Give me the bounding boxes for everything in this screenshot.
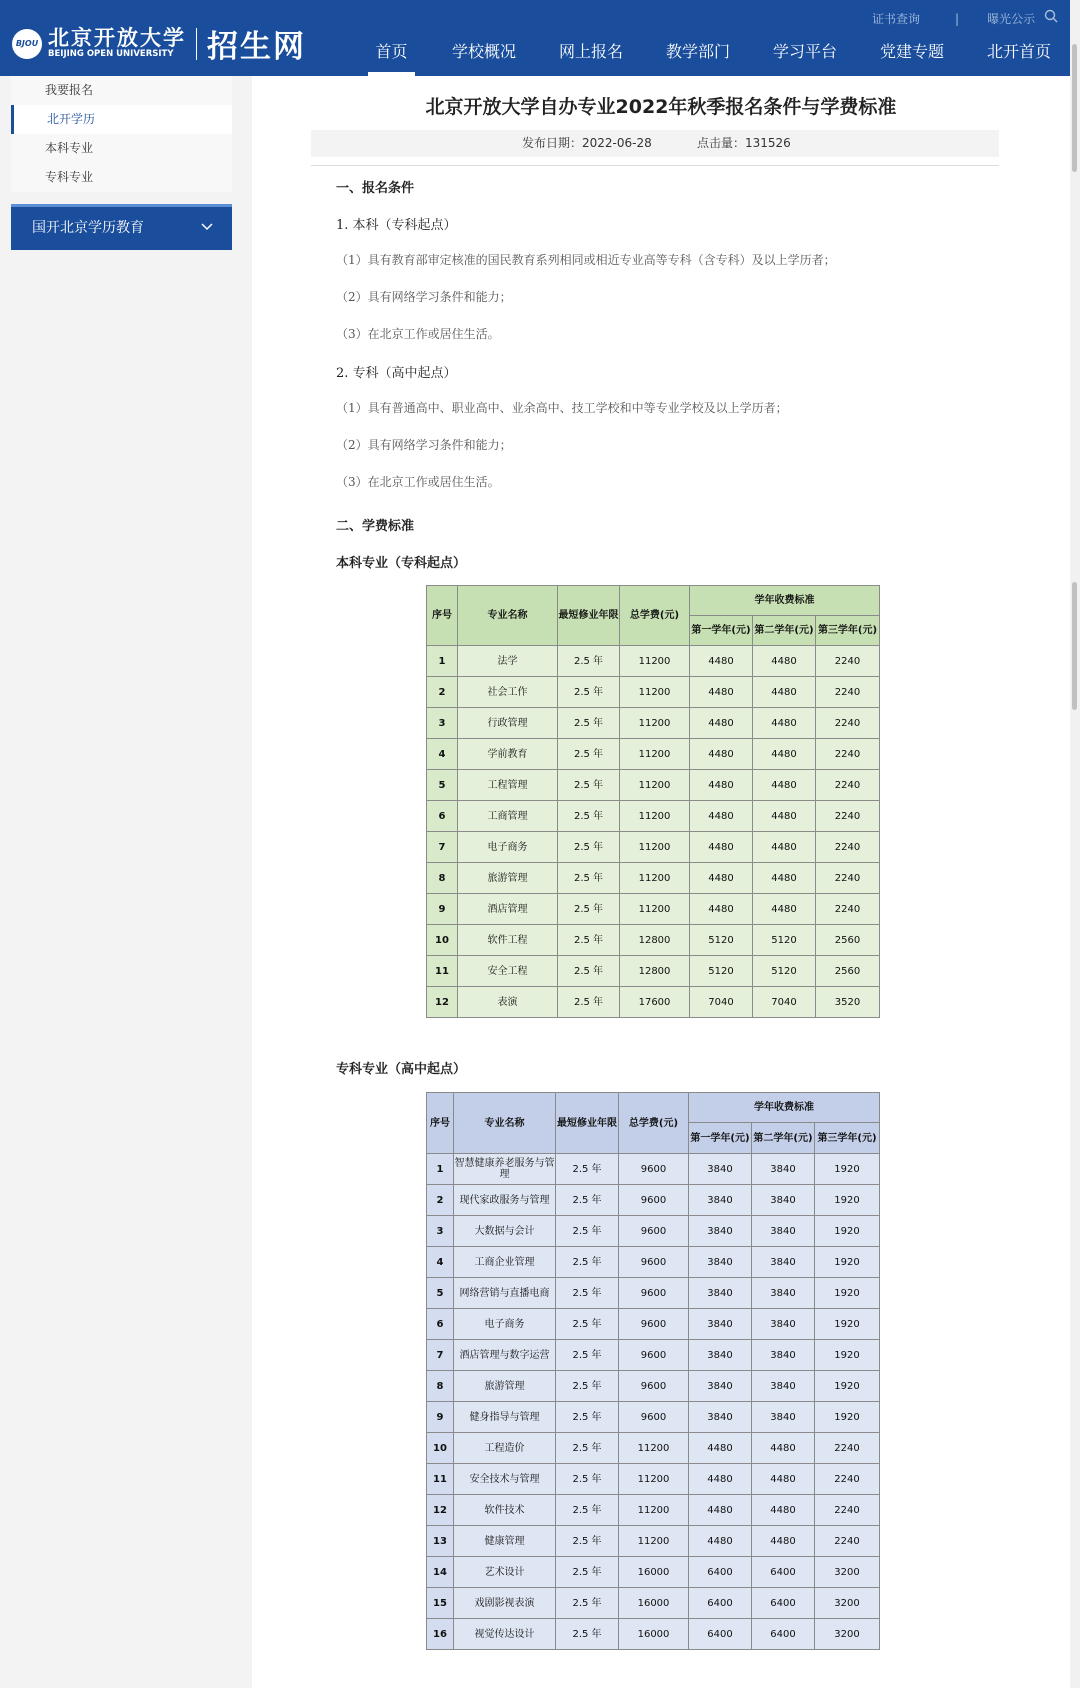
table-row [427,832,880,863]
seq-cell: 3 [427,1216,454,1247]
header-year2: 第二学年(元) [753,616,816,646]
year1-fee-cell: 3840 [689,1402,752,1433]
year3-fee-cell: 2560 [816,925,880,956]
year1-fee-cell: 4480 [690,739,753,770]
header-seq: 序号 [427,1093,454,1154]
year3-fee-cell: 2240 [816,832,880,863]
min-years-cell: 2.5 年 [558,894,620,925]
seq-cell: 4 [427,739,458,770]
min-years-cell: 2.5 年 [556,1557,619,1588]
header-min-years: 最短修业年限 [556,1093,619,1154]
sidebar-category-label: 国开北京学历教育 [32,220,144,236]
total-fee-cell: 11200 [619,1495,689,1526]
year3-fee-cell: 1920 [815,1185,880,1216]
table-title-associate: 专科专业（高中起点） [336,1062,467,1077]
seq-cell: 14 [427,1557,454,1588]
logo-cn: 北京开放大学 [48,25,186,50]
section-heading-conditions: 一、报名条件 [336,181,415,196]
major-name-cell: 社会工作 [458,677,558,708]
year1-fee-cell: 6400 [689,1557,752,1588]
logo-subtitle: 招生网 [207,29,306,65]
major-name-cell: 健康管理 [454,1526,556,1557]
major-name-cell: 旅游管理 [458,863,558,894]
min-years-cell: 2.5 年 [556,1619,619,1650]
year3-fee-cell: 2240 [815,1464,880,1495]
header-year1: 第一学年(元) [690,616,753,646]
year3-fee-cell: 1920 [815,1402,880,1433]
major-name-cell: 艺术设计 [454,1557,556,1588]
major-name-cell: 安全工程 [458,956,558,987]
table-row [427,925,880,956]
year2-fee-cell: 5120 [753,925,816,956]
total-fee-cell: 9600 [619,1216,689,1247]
year3-fee-cell: 3200 [815,1557,880,1588]
year2-fee-cell: 4480 [752,1495,815,1526]
table-row [427,1588,880,1619]
major-name-cell: 软件技术 [454,1495,556,1526]
year3-fee-cell: 2240 [815,1433,880,1464]
year1-fee-cell: 7040 [690,987,753,1018]
year3-fee-cell: 1920 [815,1216,880,1247]
major-name-cell: 工商企业管理 [454,1247,556,1278]
year2-fee-cell: 4480 [753,770,816,801]
year1-fee-cell: 3840 [689,1309,752,1340]
total-fee-cell: 11200 [620,708,690,739]
total-fee-cell: 11200 [620,770,690,801]
year2-fee-cell: 6400 [752,1557,815,1588]
total-fee-cell: 9600 [619,1340,689,1371]
header-annual: 学年收费标准 [689,1093,880,1123]
year3-fee-cell: 2240 [816,801,880,832]
min-years-cell: 2.5 年 [558,832,620,863]
seq-cell: 9 [427,1402,454,1433]
year1-fee-cell: 4480 [690,708,753,739]
seq-cell: 7 [427,832,458,863]
nav-bjou-home[interactable]: 北开首页 [987,42,1052,61]
min-years-cell: 2.5 年 [558,646,620,677]
year2-fee-cell: 6400 [752,1588,815,1619]
seq-cell: 9 [427,894,458,925]
condition-text: （3）在北京工作或居住生活。 [336,327,500,341]
table-row [427,1278,880,1309]
year3-fee-cell: 2240 [816,863,880,894]
year2-fee-cell: 4480 [753,739,816,770]
year3-fee-cell: 2240 [816,646,880,677]
subheading-bachelor: 1. 本科（专科起点） [336,218,457,233]
table-row [427,1402,880,1433]
year3-fee-cell: 2240 [815,1495,880,1526]
utility-links [872,10,1035,27]
year1-fee-cell: 3840 [689,1247,752,1278]
year3-fee-cell: 3200 [815,1588,880,1619]
logo-divider [196,28,197,60]
header-total: 总学费(元) [619,1093,689,1154]
year1-fee-cell: 3840 [689,1154,752,1185]
year1-fee-cell: 5120 [690,956,753,987]
table-row [427,956,880,987]
table-row [427,1371,880,1402]
major-name-cell: 酒店管理 [458,894,558,925]
header-total: 总学费(元) [620,586,690,646]
year1-fee-cell: 4480 [690,801,753,832]
total-fee-cell: 11200 [620,894,690,925]
major-name-cell: 工程造价 [454,1433,556,1464]
total-fee-cell: 16000 [619,1557,689,1588]
year2-fee-cell: 3840 [752,1371,815,1402]
table-row [427,987,880,1018]
min-years-cell: 2.5 年 [556,1154,619,1185]
year3-fee-cell: 1920 [815,1154,880,1185]
year2-fee-cell: 7040 [753,987,816,1018]
major-name-cell: 法学 [458,646,558,677]
total-fee-cell: 11200 [620,677,690,708]
major-name-cell: 表演 [458,987,558,1018]
year2-fee-cell: 5120 [753,956,816,987]
major-name-cell: 戏剧影视表演 [454,1588,556,1619]
page-title: 北京开放大学自办专业2022年秋季报名条件与学费标准 [425,96,897,118]
year3-fee-cell: 2240 [815,1526,880,1557]
chevron-down-icon [200,220,214,234]
sidebar-item-bachelor[interactable]: 本科专业 [45,141,94,155]
year1-fee-cell: 3840 [689,1216,752,1247]
condition-text: （3）在北京工作或居住生活。 [336,475,500,489]
year3-fee-cell: 1920 [815,1371,880,1402]
table-row [427,1433,880,1464]
year2-fee-cell: 4480 [752,1464,815,1495]
total-fee-cell: 11200 [620,801,690,832]
min-years-cell: 2.5 年 [556,1340,619,1371]
seq-cell: 11 [427,956,458,987]
year2-fee-cell: 4480 [753,894,816,925]
seq-cell: 15 [427,1588,454,1619]
logo-text [48,27,186,60]
sidebar-item-bjou-degree[interactable]: 北开学历 [11,105,232,134]
article-panel [252,76,1070,1688]
sidebar-item-apply[interactable]: 我要报名 [45,83,94,97]
total-fee-cell: 9600 [619,1185,689,1216]
table-row [427,677,880,708]
major-name-cell: 工商管理 [458,801,558,832]
search-icon[interactable] [1044,9,1058,23]
major-name-cell: 现代家政服务与管理 [454,1185,556,1216]
seq-cell: 6 [427,801,458,832]
major-name-cell: 网络营销与直播电商 [454,1278,556,1309]
year1-fee-cell: 4480 [690,863,753,894]
header-year3: 第三学年(元) [815,1123,880,1154]
major-name-cell: 健身指导与管理 [454,1402,556,1433]
table-row [427,770,880,801]
bachelor-fee-table [426,585,880,1018]
year2-fee-cell: 3840 [752,1340,815,1371]
year2-fee-cell: 4480 [753,677,816,708]
total-fee-cell: 17600 [620,987,690,1018]
min-years-cell: 2.5 年 [558,708,620,739]
seq-cell: 1 [427,1154,454,1185]
year2-fee-cell: 4480 [753,708,816,739]
seq-cell: 16 [427,1619,454,1650]
total-fee-cell: 11200 [620,832,690,863]
year3-fee-cell: 3520 [816,987,880,1018]
major-name-cell: 行政管理 [458,708,558,739]
utility-separator: | [955,11,960,26]
table-row [427,801,880,832]
header-seq: 序号 [427,586,458,646]
nav-home[interactable]: 首页 [368,36,415,76]
divider [311,165,999,166]
min-years-cell: 2.5 年 [558,739,620,770]
year2-fee-cell: 4480 [753,863,816,894]
total-fee-cell: 9600 [619,1247,689,1278]
total-fee-cell: 11200 [620,739,690,770]
year3-fee-cell: 1920 [815,1247,880,1278]
total-fee-cell: 9600 [619,1278,689,1309]
year1-fee-cell: 4480 [690,894,753,925]
year3-fee-cell: 3200 [815,1619,880,1650]
total-fee-cell: 11200 [620,646,690,677]
year3-fee-cell: 2240 [816,739,880,770]
header-year2: 第二学年(元) [752,1123,815,1154]
year1-fee-cell: 4480 [690,832,753,863]
sidebar-item-associate[interactable]: 专科专业 [45,170,94,184]
min-years-cell: 2.5 年 [558,863,620,894]
nav-online-apply[interactable]: 网上报名 [559,42,624,61]
condition-text: （2）具有网络学习条件和能力； [336,438,512,452]
min-years-cell: 2.5 年 [556,1588,619,1619]
year1-fee-cell: 3840 [689,1371,752,1402]
total-fee-cell: 9600 [619,1309,689,1340]
section-heading-fees: 二、学费标准 [336,519,415,534]
seq-cell: 13 [427,1526,454,1557]
year2-fee-cell: 3840 [752,1185,815,1216]
year2-fee-cell: 4480 [752,1526,815,1557]
year2-fee-cell: 4480 [753,646,816,677]
total-fee-cell: 11200 [619,1433,689,1464]
major-name-cell: 视觉传达设计 [454,1619,556,1650]
year1-fee-cell: 4480 [690,770,753,801]
total-fee-cell: 12800 [620,925,690,956]
table-row [427,863,880,894]
min-years-cell: 2.5 年 [556,1526,619,1557]
nav-about[interactable]: 学校概况 [452,42,517,61]
major-name-cell: 工程管理 [458,770,558,801]
total-fee-cell: 12800 [620,956,690,987]
year2-fee-cell: 4480 [752,1433,815,1464]
condition-text: （1）具有教育部审定核准的国民教育系列相同或相近专业高等专科（含专科）及以上学历者； [336,253,836,267]
year2-fee-cell: 3840 [752,1309,815,1340]
total-fee-cell: 11200 [620,863,690,894]
min-years-cell: 2.5 年 [558,677,620,708]
seq-cell: 8 [427,863,458,894]
page-scrollbar[interactable] [1070,0,1080,1688]
seq-cell: 10 [427,1433,454,1464]
seq-cell: 8 [427,1371,454,1402]
total-fee-cell: 11200 [619,1464,689,1495]
sidebar [11,76,232,250]
major-name-cell: 酒店管理与数字运营 [454,1340,556,1371]
total-fee-cell: 9600 [619,1154,689,1185]
condition-text: （1）具有普通高中、职业高中、业余高中、技工学校和中等专业学校及以上学历者； [336,401,788,415]
major-name-cell: 安全技术与管理 [454,1464,556,1495]
table-row [427,894,880,925]
seq-cell: 3 [427,708,458,739]
min-years-cell: 2.5 年 [556,1247,619,1278]
min-years-cell: 2.5 年 [556,1464,619,1495]
seq-cell: 12 [427,987,458,1018]
total-fee-cell: 11200 [619,1526,689,1557]
header-name: 专业名称 [458,586,558,646]
associate-fee-table [426,1092,880,1650]
min-years-cell: 2.5 年 [556,1495,619,1526]
logo-en: BEIJING OPEN UNIVERSITY [48,49,174,59]
min-years-cell: 2.5 年 [556,1402,619,1433]
publish-date: 发布日期：2022-06-28 [522,136,652,150]
year1-fee-cell: 6400 [689,1588,752,1619]
sidebar-submenu [11,76,232,192]
year3-fee-cell: 2240 [816,677,880,708]
min-years-cell: 2.5 年 [556,1309,619,1340]
year2-fee-cell: 3840 [752,1247,815,1278]
min-years-cell: 2.5 年 [558,987,620,1018]
major-name-cell: 软件工程 [458,925,558,956]
year3-fee-cell: 2240 [816,894,880,925]
seq-cell: 1 [427,646,458,677]
seq-cell: 2 [427,1185,454,1216]
min-years-cell: 2.5 年 [558,801,620,832]
min-years-cell: 2.5 年 [558,925,620,956]
min-years-cell: 2.5 年 [558,956,620,987]
nav-learning-platform[interactable]: 学习平台 [773,42,838,61]
year2-fee-cell: 3840 [752,1216,815,1247]
major-name-cell: 电子商务 [454,1309,556,1340]
scrollbar-thumb[interactable] [1072,44,1077,172]
table-row [427,1154,880,1185]
scrollbar-thumb[interactable] [1072,582,1077,710]
subheading-associate: 2. 专科（高中起点） [336,366,457,381]
table-row [427,739,880,770]
table-row [427,1247,880,1278]
year3-fee-cell: 1920 [815,1278,880,1309]
year2-fee-cell: 6400 [752,1619,815,1650]
seq-cell: 7 [427,1340,454,1371]
site-logo[interactable] [12,21,306,66]
table-row [427,1526,880,1557]
year1-fee-cell: 3840 [689,1278,752,1309]
table-row [427,1495,880,1526]
header-annual: 学年收费标准 [690,586,880,616]
table-row [427,1619,880,1650]
nav-party-building[interactable]: 党建专题 [880,42,945,61]
year1-fee-cell: 6400 [689,1619,752,1650]
header-min-years: 最短修业年限 [558,586,620,646]
table-row [427,1309,880,1340]
logo-badge: BJOU [12,29,42,59]
table-row [427,1185,880,1216]
min-years-cell: 2.5 年 [558,770,620,801]
seq-cell: 6 [427,1309,454,1340]
year3-fee-cell: 2560 [816,956,880,987]
min-years-cell: 2.5 年 [556,1216,619,1247]
total-fee-cell: 16000 [619,1588,689,1619]
site-header [0,0,1070,76]
year1-fee-cell: 4480 [689,1495,752,1526]
sidebar-category-ouc-beijing[interactable] [11,204,232,250]
year3-fee-cell: 1920 [815,1340,880,1371]
year1-fee-cell: 3840 [689,1340,752,1371]
table-row [427,1557,880,1588]
year2-fee-cell: 4480 [753,801,816,832]
total-fee-cell: 9600 [619,1371,689,1402]
year3-fee-cell: 1920 [815,1309,880,1340]
header-year3: 第三学年(元) [816,616,880,646]
header-name: 专业名称 [454,1093,556,1154]
min-years-cell: 2.5 年 [556,1185,619,1216]
exposure-notice-link[interactable]: 曝光公示 [987,12,1036,26]
seq-cell: 12 [427,1495,454,1526]
total-fee-cell: 9600 [619,1402,689,1433]
table-row [427,1340,880,1371]
major-name-cell: 大数据与会计 [454,1216,556,1247]
seq-cell: 11 [427,1464,454,1495]
year3-fee-cell: 2240 [816,770,880,801]
year1-fee-cell: 4480 [689,1526,752,1557]
year1-fee-cell: 4480 [689,1433,752,1464]
seq-cell: 10 [427,925,458,956]
major-name-cell: 智慧健康养老服务与管理 [454,1154,556,1185]
view-count: 点击量：131526 [697,136,791,150]
seq-cell: 2 [427,677,458,708]
year1-fee-cell: 5120 [690,925,753,956]
seq-cell: 4 [427,1247,454,1278]
year1-fee-cell: 4480 [690,646,753,677]
seq-cell: 5 [427,770,458,801]
year2-fee-cell: 3840 [752,1278,815,1309]
major-name-cell: 电子商务 [458,832,558,863]
table-row [427,1216,880,1247]
nav-departments[interactable]: 教学部门 [666,42,731,61]
header-year1: 第一学年(元) [689,1123,752,1154]
total-fee-cell: 16000 [619,1619,689,1650]
table-row [427,708,880,739]
min-years-cell: 2.5 年 [556,1433,619,1464]
seq-cell: 5 [427,1278,454,1309]
year3-fee-cell: 2240 [816,708,880,739]
year2-fee-cell: 3840 [752,1154,815,1185]
year2-fee-cell: 4480 [753,832,816,863]
certificate-query-link[interactable]: 证书查询 [872,12,921,26]
table-row [427,1464,880,1495]
year1-fee-cell: 4480 [689,1464,752,1495]
year1-fee-cell: 3840 [689,1185,752,1216]
condition-text: （2）具有网络学习条件和能力； [336,290,512,304]
article-meta [311,130,999,157]
major-name-cell: 学前教育 [458,739,558,770]
year1-fee-cell: 4480 [690,677,753,708]
min-years-cell: 2.5 年 [556,1278,619,1309]
year2-fee-cell: 3840 [752,1402,815,1433]
major-name-cell: 旅游管理 [454,1371,556,1402]
table-row [427,646,880,677]
min-years-cell: 2.5 年 [556,1371,619,1402]
table-title-bachelor: 本科专业（专科起点） [336,556,467,571]
